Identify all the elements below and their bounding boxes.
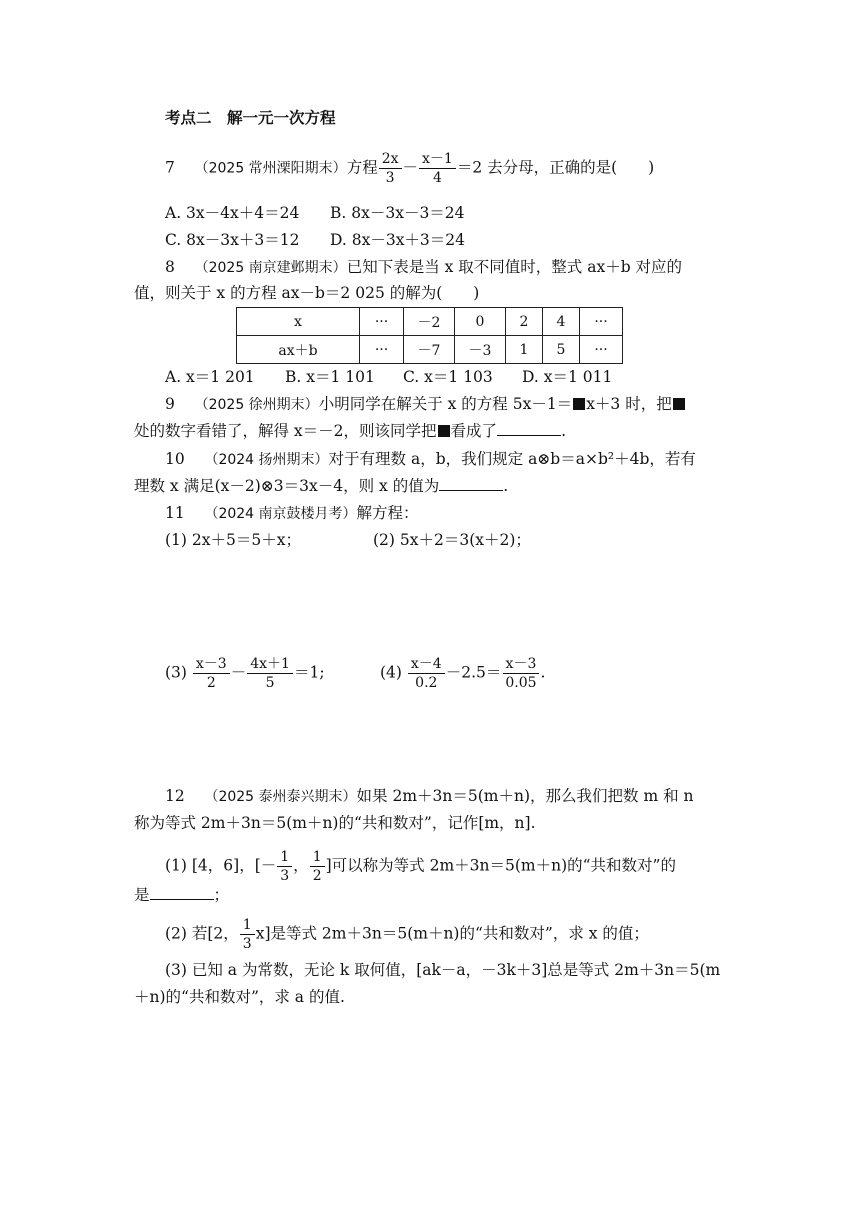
fraction: $\frac{1}{3}$ [277,848,292,885]
table-row [237,308,623,336]
question-text: x＋3 时，把 [586,395,672,413]
option-c: C. x＝1 103 [403,368,493,386]
question-source: （2024 扬州期末） [204,452,329,468]
table-cell: －7 [404,336,455,364]
option-a: A. 3x－4x＋4＝24 [165,204,300,222]
question-number: 7 [165,158,175,177]
option-a: A. x＝1 201 [165,368,255,386]
fraction: $\frac{1}{2}$ [310,848,325,885]
black-square-icon [438,425,450,437]
question-text: 理数 x 满足(x－2)⊗3＝3x－4，则 x 的值为 . [134,477,509,495]
question-text: 称为等式 2m＋3n＝5(m＋n)的“共和数对”，记作[m，n]. [134,814,536,832]
table-cell: 0 [455,308,506,336]
black-square-icon [573,398,585,410]
question-text: 方程 [346,158,378,177]
question-12 [165,785,693,808]
question-source: （2024 南京鼓楼月考） [204,506,357,522]
subquestion-3: (3) 已知 a 为常数，无论 k 取何值，[ak－a，－3k＋3]总是等式 2m＋3n＝5(m [165,961,721,979]
section-title: 考点二 解一元一次方程 [165,109,336,127]
fraction: $\frac{2x}{3}$ [379,150,402,187]
question-text: 已知下表是当 x 取不同值时，整式 ax＋b 对应的 [346,258,683,276]
question-text: 是 ； [134,886,230,904]
option-c: C. 8x－3x＋3＝12 [165,231,300,249]
question-text: 对于有理数 a，b，我们规定 a⊗b＝a×b²＋4b，若有 [328,450,696,468]
question-number: 12 [165,787,185,805]
question-source: （2025 南京建邺期末） [194,260,347,276]
table-cell: 4 [543,308,580,336]
fraction: $\frac{x-4}{0.2}$ [408,655,445,692]
question-number: 8 [165,258,175,276]
black-square-icon [673,398,685,410]
question-text: 值，则关于 x 的方程 ax－b＝2 025 的解为( ) [134,284,480,302]
question-number: 10 [165,450,185,468]
question-source: （2025 泰州泰兴期末） [204,789,357,805]
table-cell: ··· [580,336,623,364]
question-7: 7 （2025 常州溧阳期末）方程 $\frac{2x}{3}$ － $\frac{x-1}{4}$ ＝2 去分母，正确的是( ) [165,151,655,186]
subquestion-4: (4) $\frac{x-4}{0.2}$ －2.5＝ $\frac{x-3}{0.05}$ . [380,656,546,691]
fraction: $\frac{4x+1}{5}$ [247,655,293,692]
fraction: $\frac{x-3}{0.05}$ [502,655,539,692]
table-cell: x [237,308,360,336]
subquestion-3: (3) $\frac{x-3}{2}$ － $\frac{4x+1}{5}$ ＝1; [165,656,325,691]
question-10 [165,448,696,471]
question-source: （2025 徐州期末） [194,397,319,413]
option-d: D. x＝1 011 [522,368,613,386]
question-text: 处的数字看错了，解得 x＝－2，则该同学把 看成了 . [134,422,566,440]
subquestion-1: (1) 2x＋5＝5＋x； [165,531,301,549]
table-cell: 1 [506,336,543,364]
fraction: $\frac{1}{3}$ [240,916,255,953]
answer-blank[interactable] [439,476,503,491]
question-text: ＋n)的“共和数对”，求 a 的值. [134,988,345,1006]
subquestion-1: (1) [4，6]，[－ $\frac{1}{3}$ ， $\frac{1}{2}$ ]可以称为等式 2m＋3n＝5(m＋n)的“共和数对”的 [165,849,676,884]
question-11 [165,502,419,525]
table-cell: 2 [506,308,543,336]
fraction: $\frac{x-3}{2}$ [193,655,230,692]
question-text: 如果 2m＋3n＝5(m＋n)，那么我们把数 m 和 n [356,787,694,805]
question-number: 9 [165,395,175,413]
table-cell: ··· [580,308,623,336]
question-text: 解方程： [356,504,419,522]
answer-blank[interactable] [150,885,214,900]
fraction: $\frac{x-1}{4}$ [419,150,456,187]
option-d: D. 8x－3x＋3＝24 [330,231,466,249]
table-cell: ax＋b [237,336,360,364]
question-number: 11 [165,504,185,522]
question-9 [165,393,686,416]
question-text: 小明同学在解关于 x 的方程 5x－1＝ [318,395,573,413]
table-cell: ··· [360,336,404,364]
question-text: ＝2 去分母，正确的是( ) [456,158,655,177]
question-source: （2025 常州溧阳期末） [194,160,347,177]
subquestion-2: (2) 5x＋2＝3(x＋2)； [373,531,531,549]
table-cell: －2 [404,308,455,336]
table-cell: 5 [543,336,580,364]
subquestion-2: (2) 若[2， $\frac{1}{3}$ x]是等式 2m＋3n＝5(m＋n)的“共和数对”，求 x 的值； [165,917,649,952]
question-8 [165,256,682,279]
table-row [237,336,623,364]
answer-blank[interactable] [497,421,561,436]
table-cell: ··· [360,308,404,336]
value-table [236,307,623,364]
table-cell: －3 [455,336,506,364]
option-b: B. 8x－3x－3＝24 [330,204,465,222]
option-b: B. x＝1 101 [285,368,375,386]
